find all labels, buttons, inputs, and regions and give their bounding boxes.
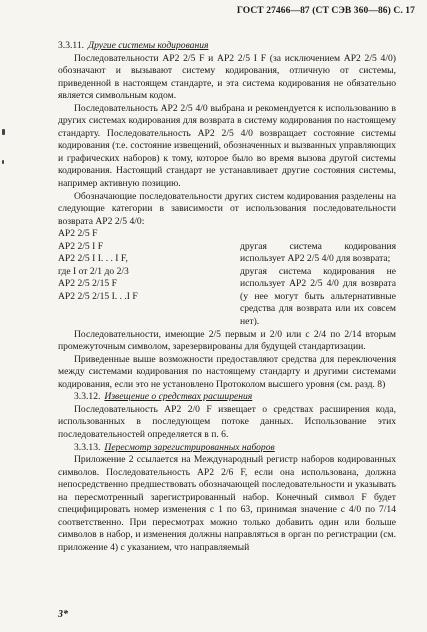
section-heading-3-3-11 (58, 40, 396, 53)
margin-mark (2, 160, 4, 164)
paragraph: Последовательности АР2 2/5 F и АР2 2/5 I F (за исключением АР2 2/5 4/0) обозначают и вызывают систему кодирования, отличную от системы, приведенной в настоящем стандарте, и эта система кодирования не обязательно является символьным кодом. (58, 52, 396, 102)
section-number: 3.3.13. (74, 441, 101, 453)
sequence-item: АР2 2/5 I I. . . I F, (58, 253, 128, 265)
section-number: 3.3.12. (74, 391, 101, 403)
sequence-list (58, 228, 396, 328)
page-header: ГОСТ 27466—87 (СТ СЭВ 360—86) С. 17 (236, 6, 415, 16)
section-title: Извещение о средствах расширения (104, 391, 253, 403)
section-number: 3.3.11. (58, 40, 85, 51)
sequence-item: АР2 2/5 2/15 F (58, 278, 117, 290)
sequence-list-left (58, 228, 234, 328)
page-body (58, 40, 396, 554)
sequence-item: АР2 2/5 2/15 I. . .I F (58, 290, 138, 302)
sequence-item: где I от 2/1 до 2/3 (58, 265, 129, 277)
page-signature-mark: 3* (58, 609, 68, 620)
sequence-description: другая система кодирования не использует АР2 2/5 4/0 для возврата (у нее могут быть альтернативные средства для возврата или их совсем нет). (240, 265, 396, 328)
section-title: Другие системы кодирования (88, 40, 209, 51)
paragraph: Последовательность АР2 2/5 4/0 выбрана и рекомендуется к использованию в других системах кодирования для возврата в систему кодирования по настоящему стандарту. Последовательность АР2 2/5 4/0 возвращает состояние системы кодирования (т.е. состояние извещений, обозначенных и вызванных управляющих и графических наборов) к тому, которое было во время вызова другой системы кодирования. Настоящий стандарт не устанавливает другие состояния системы, например активную позицию. (58, 102, 396, 190)
section-title: Пересмотр зарегистрированных наборов (104, 441, 275, 453)
sequence-item: АР2 2/5 F (58, 228, 98, 240)
paragraph: Последовательности, имеющие 2/5 первым и 2/0 или с 2/4 по 2/14 вторым промежуточным символом, зарезервированы для будущей стандартизации. (58, 328, 396, 353)
section-heading-3-3-13 (58, 442, 396, 455)
margin-mark (2, 129, 5, 135)
sequence-item: АР2 2/5 I F (58, 240, 104, 252)
paragraph: Последовательность АР2 2/0 F извещает о средствах расширения кода, использованных в последующем потоке данных. Использование этих последовательностей определяется в п. 6. (58, 403, 396, 440)
section-heading-3-3-12 (58, 391, 396, 404)
paragraph: Обозначающие последовательности других систем кодирования разделены на следующие категории в зависимости от использования последовательности возврата АР2 2/5 4/0: (58, 190, 396, 227)
sequence-list-right (240, 228, 396, 328)
paragraph: Приведенные выше возможности предоставляют средства для переключения между системами кодирования по настоящему стандарту и другими системами кодирования, если это не установлено Протоколом высшего уровня (см. разд. 8) (58, 353, 396, 390)
sequence-description: другая система кодирования использует АР2 2/5 4/0 для возврата; (240, 240, 396, 265)
paragraph: Приложение 2 ссылается на Международный регистр наборов кодированных символов. Последовательность АР2 2/6 F, если она использована, должна непосредственно предшествовать обозначающей последовательности и указывать на пересмотренный зарегистрированный набор. Конечный символ F будет специфицировать номер изменения с 1 по 63, принимая значение с 4/0 по 7/14 соответственно. При пересмотрах можно только добавить один или больше символов в набор, и изменения должны направляться в орган по регистрации (см. приложение 4) с указанием, что направляемый (58, 454, 396, 553)
